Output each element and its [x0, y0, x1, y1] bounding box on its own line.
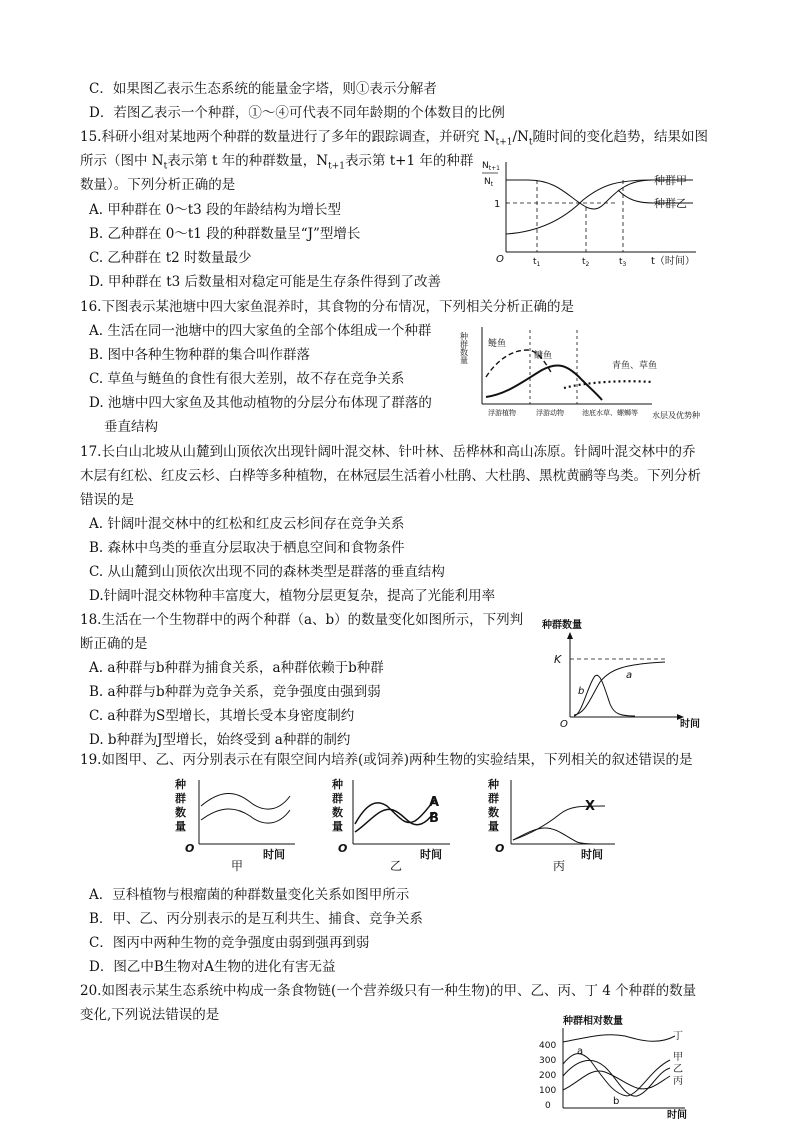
q19-label-a: A — [429, 795, 440, 810]
q16-option-b: B. 图中各种生物种群的集合叫作群落 — [89, 347, 311, 363]
q15-curve-yi — [506, 180, 653, 234]
q19-name-jia: 甲 — [231, 859, 244, 873]
svg-text:量: 量 — [175, 820, 186, 833]
q14-option-c: C．如果图乙表示生态系统的能量金字塔，则①表示分解者 — [89, 81, 437, 97]
q15-origin: O — [496, 254, 504, 265]
svg-text:量: 量 — [332, 820, 343, 833]
q19-option-b: B．甲、乙、丙分别表示的是互利共生、捕食、竞争关系 — [89, 911, 423, 927]
svg-text:数: 数 — [332, 806, 343, 819]
q17-stem-line2: 木层有红松、红皮云杉、白桦等多种植物，在林冠层生活着小杜鹃、大杜鹃、黑枕黄鹂等鸟类。下列分析 — [80, 468, 701, 484]
q19-label-b: B — [429, 811, 439, 826]
q18-xlabel: 时间 — [680, 719, 700, 730]
q17-stem-line3: 错误的是 — [80, 492, 134, 508]
q18-stem-line1: 18.生活在一个生物群中的两个种群（a、b）的数量变化如图所示，下列判 — [80, 612, 524, 628]
svg-text:O: O — [495, 842, 505, 855]
q19-name-yi: 乙 — [390, 859, 403, 873]
q20-ytick-0: 0 — [545, 1101, 551, 1111]
q19-option-d: D．图乙中B生物对A生物的进化有害无益 — [89, 959, 336, 975]
q18-option-c: C. a种群为S型增长，其增长受本身密度制约 — [89, 708, 355, 724]
svg-text:数: 数 — [175, 806, 186, 819]
svg-text:时间: 时间 — [581, 848, 603, 861]
q20-label-a: a — [577, 1046, 584, 1057]
q20-label-ding: 丁 — [673, 1031, 683, 1042]
q19-label-x: X — [585, 799, 596, 814]
q16-option-d-line1: D. 池塘中四大家鱼及其他动植物的分层分布体现了群落的 — [89, 395, 432, 411]
q16-label-lian: 鲢鱼 — [488, 339, 507, 349]
q17-option-b: B. 森林中鸟类的垂直分层取决于栖息空间和食物条件 — [89, 540, 405, 556]
q16-x3: 池底水草、螺蛳等 — [582, 409, 638, 417]
q18-k-label: K — [554, 653, 562, 666]
q20-curve-ding — [563, 1035, 675, 1042]
svg-text:O: O — [185, 842, 195, 855]
q16-xlabel: 水层及优势种 — [652, 411, 700, 420]
q20-curve-jia — [563, 1054, 670, 1096]
q15-legend-yi: 种群乙 — [654, 197, 687, 210]
q15-stem-line1: 15.科研小组对某地两个种群的数量进行了多年的跟踪调查，并研究 $N_{t+1}/N_t$随时间的变化趋势，结果如图 — [80, 129, 708, 148]
q15-x-tick-t3: $t_3$ — [619, 257, 627, 268]
q20-curve-yi — [563, 1060, 670, 1096]
q15-x-tick-t2: $t_2$ — [582, 257, 590, 268]
q19-chart-jia — [174, 777, 295, 873]
q20-label-yi: 乙 — [673, 1064, 683, 1075]
q18-option-b: B. a种群与b种群为竞争关系，竞争强度由强到弱 — [89, 684, 381, 700]
q15-ylabel-top: $N_{t+1}$ — [482, 161, 500, 172]
svg-text:群: 群 — [332, 792, 343, 805]
q18-stem-line2: 断正确的是 — [80, 636, 148, 652]
q17-option-d: D.针阔叶混交林物种丰富度大，植物分层更复杂，提高了光能利用率 — [89, 588, 496, 604]
q15-stem-line3: 数量）。下列分析正确的是 — [80, 177, 236, 193]
q16-x1: 浮游植物 — [488, 409, 516, 417]
q15-legend-jia: 种群甲 — [654, 174, 687, 187]
q16-label-qingcao: 青鱼、草鱼 — [612, 361, 658, 371]
q18-option-a: A. a种群与b种群为捕食关系，a种群依赖于b种群 — [89, 660, 384, 676]
q15-figure — [478, 152, 708, 270]
svg-text:时间: 时间 — [263, 848, 285, 861]
q18-figure — [540, 614, 720, 734]
svg-text:O: O — [338, 842, 348, 855]
q16-option-d-line2: 垂直结构 — [104, 419, 158, 435]
q17-stem-line1: 17.长白山北坡从山麓到山顶依次出现针阔叶混交林、针叶林、岳桦林和高山冻原。针阔叶混交林中的乔 — [80, 444, 696, 460]
q17-option-a: A. 针阔叶混交林中的红松和红皮云杉间存在竞争关系 — [89, 516, 405, 532]
q20-label-jia: 甲 — [673, 1052, 683, 1063]
q15-option-a: A. 甲种群在 0～t3 段的年龄结构为增长型 — [89, 202, 342, 218]
q19-jia-curve1 — [201, 793, 290, 809]
svg-text:种: 种 — [488, 778, 499, 791]
q16-label-yong: 鳙鱼 — [534, 351, 553, 361]
q16-option-c: C. 草鱼与鲢鱼的食性有很大差别，故不存在竞争关系 — [89, 371, 405, 387]
q20-label-b: b — [613, 1096, 620, 1107]
q19-chart-bing — [487, 777, 615, 873]
q15-x-tick-t1: $t_1$ — [533, 257, 541, 268]
q18-ylabel: 种群数量 — [542, 620, 582, 631]
q15-stem-line2: 所示（图中 $N_t$表示第 t 年的种群数量，$N_{t+1}$表示第 t+1 年的种群 — [80, 153, 474, 172]
q15-y-tick-1: 1 — [494, 199, 501, 210]
q18-origin: O — [560, 719, 568, 730]
q18-label-a: a — [626, 670, 633, 681]
q16-ylabel: 种群数量 — [459, 332, 469, 364]
svg-text:种: 种 — [332, 778, 343, 791]
svg-text:群: 群 — [488, 792, 499, 805]
svg-text:量: 量 — [488, 820, 499, 833]
svg-text:数: 数 — [488, 806, 499, 819]
q20-ytick-400: 400 — [539, 1041, 557, 1051]
q16-figure — [459, 322, 710, 422]
q15-xlabel: t（时间） — [651, 256, 695, 267]
q19-stem: 19.如图甲、乙、丙分别表示在有限空间内培养(或饲养)两种生物的实验结果，下列相关的叙述错误的是 — [80, 752, 693, 768]
q20-xlabel: 时间 — [667, 1110, 687, 1121]
q16-option-a: A. 生活在同一池塘中的四大家鱼的全部个体组成一个种群 — [89, 323, 432, 339]
q15-option-c: C. 乙种群在 t2 时数量最少 — [89, 250, 252, 266]
svg-text:种: 种 — [175, 778, 186, 791]
q15-option-b: B. 乙种群在 0～t1 段的种群数量呈“J”型增长 — [89, 226, 361, 242]
q20-figure — [535, 1012, 710, 1122]
q18-option-d: D. b种群为J型增长，始终受到 a种群的制约 — [89, 732, 351, 748]
q20-ytick-100: 100 — [539, 1086, 557, 1096]
q15-option-d: D. 甲种群在 t3 后数量相对稳定可能是生存条件得到了改善 — [89, 274, 442, 290]
q15-ylabel-bottom: $N_t$ — [484, 177, 494, 188]
q20-ylabel: 种群相对数量 — [563, 1016, 623, 1027]
q19-option-c: C．图丙中两种生物的竞争强度由弱到强再到弱 — [89, 935, 370, 951]
q16-x2: 浮游动物 — [536, 409, 564, 417]
q20-stem-line1: 20.如图表示某生态系统中构成一条食物链(一个营养级只有一种生物)的甲、乙、丙、丁 4 个种群的数量 — [80, 983, 697, 999]
svg-text:群: 群 — [175, 792, 186, 805]
svg-text:时间: 时间 — [420, 848, 442, 861]
q19-chart-yi — [331, 777, 450, 873]
q19-figure — [165, 776, 635, 871]
q18-label-b: b — [578, 686, 585, 697]
q20-stem-line2: 变化,下列说法错误的是 — [80, 1007, 220, 1023]
q20-ytick-300: 300 — [539, 1056, 557, 1066]
q16-curve-yong — [486, 365, 602, 400]
q18-curve-a — [574, 662, 665, 715]
q19-jia-curve2 — [201, 809, 290, 823]
q17-option-c: C. 从山麓到山顶依次出现不同的森林类型是群落的垂直结构 — [89, 564, 445, 580]
q19-bing-curve-other — [513, 828, 605, 844]
q20-label-bing: 丙 — [673, 1076, 683, 1087]
q14-option-d: D．若图乙表示一个种群，①～④可代表不同年龄期的个体数目的比例 — [89, 105, 505, 121]
q19-option-a: A．豆科植物与根瘤菌的种群数量变化关系如图甲所示 — [89, 887, 410, 903]
q16-stem: 16.下图表示某池塘中四大家鱼混养时，其食物的分布情况，下列相关分析正确的是 — [80, 299, 574, 315]
q19-name-bing: 丙 — [553, 859, 566, 873]
q20-ytick-200: 200 — [539, 1071, 557, 1081]
q19-yi-curve-a — [355, 800, 435, 824]
